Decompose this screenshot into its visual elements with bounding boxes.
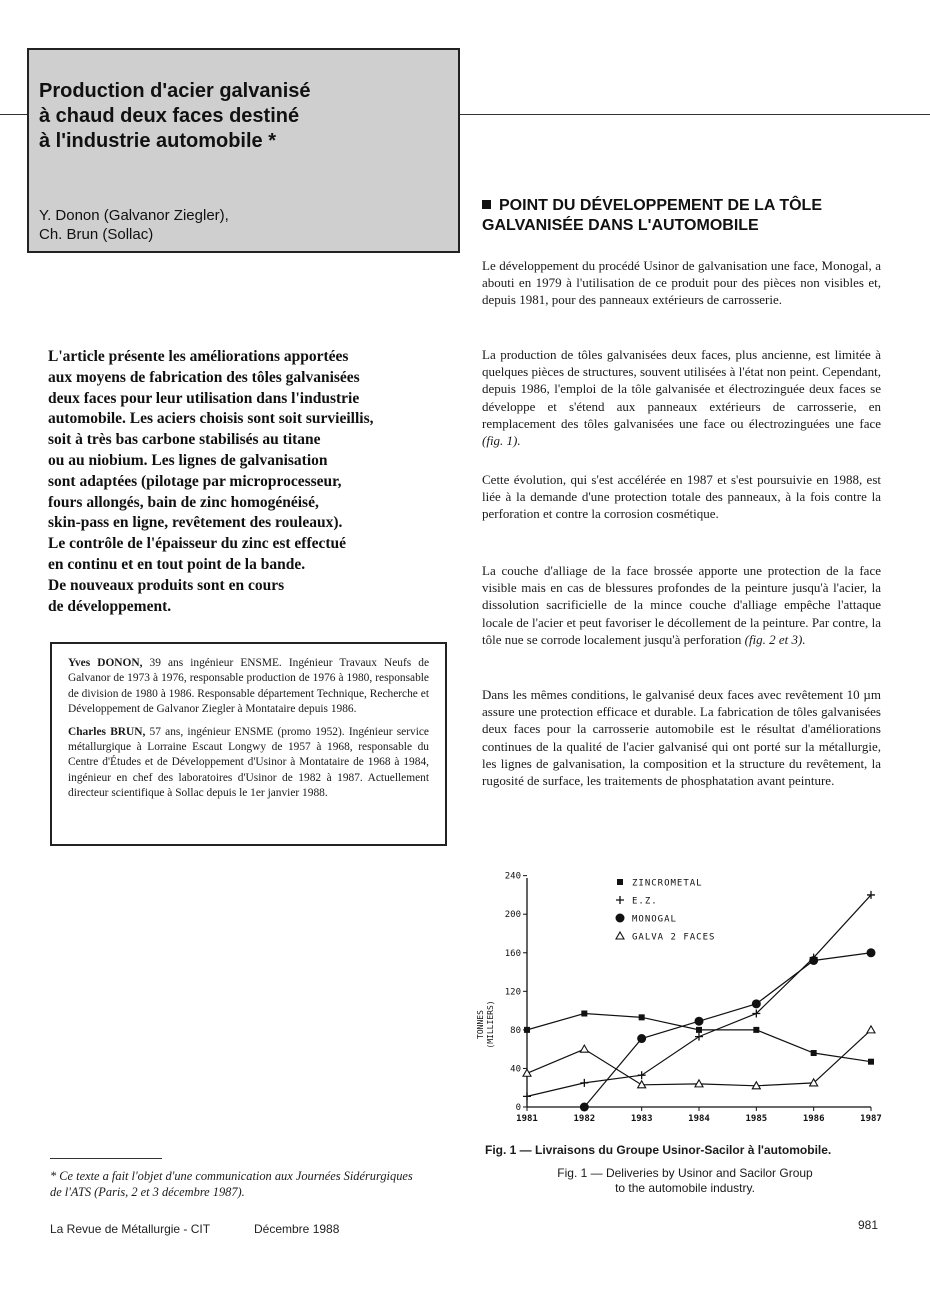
figure-caption-en-line-2: to the automobile industry. bbox=[615, 1181, 755, 1195]
data-point-e-z bbox=[638, 1071, 646, 1079]
x-tick-label: 1984 bbox=[688, 1114, 710, 1124]
y-tick-label: 240 bbox=[504, 871, 521, 882]
legend-marker-e-z bbox=[616, 896, 624, 904]
legend-label-monogal: MONOGAL bbox=[632, 914, 677, 925]
x-tick-label: 1987 bbox=[860, 1114, 882, 1124]
article-title-line-3: à l'industrie automobile * bbox=[39, 130, 277, 152]
paragraph-1-text: Le développement du procédé Usinor de galvanisation une face, Monogal, a abouti en 1979 à l'utilisation de ce produit pour des pièces non visibles et, depuis 1981, pour des panneaux extérieurs de carrosserie. bbox=[482, 258, 881, 308]
data-point-galva-2-faces bbox=[523, 1069, 531, 1076]
data-point-monogal bbox=[580, 1103, 589, 1112]
data-point-monogal bbox=[752, 999, 761, 1008]
figure-caption-en bbox=[500, 1166, 870, 1196]
data-point-zincrometal bbox=[811, 1050, 817, 1056]
data-point-zincrometal bbox=[524, 1027, 530, 1033]
abstract bbox=[48, 347, 448, 617]
data-point-zincrometal bbox=[639, 1014, 645, 1020]
paragraph-3 bbox=[482, 471, 881, 523]
paragraph-1 bbox=[482, 257, 881, 309]
data-point-zincrometal bbox=[753, 1027, 759, 1033]
abstract-line: fours allongés, bain de zinc homogénéisé, bbox=[48, 493, 319, 511]
bio-text: 57 ans, ingénieur ENSME (promo 1952). Ingénieur service métallurgique à Lorraine Escaut Longwy de 1957 à 1968, responsable du Centre d'Études et de Développement d'Usinor à Montataire de 1968 à 1984, ingénieur en chef des laboratoires d'Usinor de 1982 à 1987. Actuellement directeur scientifique à Sollac depuis le 1er janvier 1988. bbox=[68, 725, 429, 800]
bio-donon bbox=[68, 656, 429, 718]
section-heading-line-2: GALVANISÉE DANS L'AUTOMOBILE bbox=[482, 217, 759, 234]
article-title-line-2: à chaud deux faces destiné bbox=[39, 105, 300, 127]
paragraph-5-text: Dans les mêmes conditions, le galvanisé deux faces avec revêtement 10 µm assure une protection efficace et durable. La fabrication de tôles galvanisées deux faces pour la carrosserie automobile est le résultat d'améliorations continues de la qualité de l'acier galvanisé qui ont porté sur la métallurgie, les lignes de galvanisation, la composition et la structure du revêtement, la rugosité de surface, les traitements de phosphatation avant peinture. bbox=[482, 687, 881, 789]
x-tick-label: 1983 bbox=[630, 1114, 653, 1124]
abstract-line: deux faces pour leur utilisation dans l'industrie bbox=[48, 389, 360, 407]
x-tick-label: 1986 bbox=[802, 1114, 825, 1124]
bio-name: Yves DONON, bbox=[68, 657, 143, 669]
abstract-line: L'article présente les améliorations apportées bbox=[48, 348, 349, 365]
bio-text: 39 ans ingénieur ENSME. Ingénieur Travaux Neufs de Galvanor de 1973 à 1976, responsable production de 1976 à 1980, responsable de division de 1980 à 1986. Responsable département Technique, Recherche et Développement de Galvanor Ziegler à Montataire depuis 1986. bbox=[68, 657, 429, 716]
data-point-zincrometal bbox=[868, 1059, 874, 1065]
x-tick-label: 1982 bbox=[573, 1114, 596, 1124]
legend-label-e-z: E.Z. bbox=[632, 896, 658, 907]
left-rule bbox=[0, 114, 27, 115]
data-point-galva-2-faces bbox=[867, 1026, 875, 1033]
author-bio-box bbox=[50, 642, 447, 846]
paragraph-2-figure-ref: (fig. 1). bbox=[482, 433, 521, 449]
bio-brun bbox=[68, 725, 429, 802]
paragraph-2 bbox=[482, 346, 881, 449]
data-point-e-z bbox=[695, 1033, 703, 1041]
section-heading-line-1: POINT DU DÉVELOPPEMENT DE LA TÔLE bbox=[499, 197, 822, 214]
section-heading bbox=[482, 196, 822, 236]
figure-caption-en-line-1: Fig. 1 — Deliveries by Usinor and Sacilor Group bbox=[557, 1166, 813, 1180]
abstract-line: De nouveaux produits sont en cours bbox=[48, 576, 285, 594]
abstract-line: automobile. Les aciers choisis sont soit survieillis, bbox=[48, 410, 374, 428]
title-box bbox=[27, 48, 460, 253]
issue-date: Décembre 1988 bbox=[254, 1222, 340, 1236]
deliveries-chart bbox=[462, 860, 902, 1140]
page-number: 981 bbox=[858, 1218, 879, 1232]
abstract-line: ou au niobium. Les lignes de galvanisation bbox=[48, 451, 328, 469]
data-point-e-z bbox=[523, 1092, 531, 1100]
journal-name: La Revue de Métallurgie - CIT bbox=[50, 1222, 211, 1236]
y-tick-label: 40 bbox=[510, 1064, 521, 1075]
data-point-galva-2-faces bbox=[580, 1045, 588, 1052]
footnote-rule bbox=[50, 1158, 162, 1159]
y-tick-label: 120 bbox=[504, 987, 521, 998]
data-point-zincrometal bbox=[696, 1027, 702, 1033]
legend-label-galva-2-faces: GALVA 2 FACES bbox=[632, 932, 716, 943]
paragraph-2-text: La production de tôles galvanisées deux faces, plus ancienne, est limitée à quelques pièces de structures, souvent utilisées à l'état non peint. Cependant, depuis 1986, l'emploi de la tôle galvanisée et électrozinguée deux faces se développe et s'étend aux panneaux extérieurs de carrosserie, en remplacement des tôles galvanisées une face ou électrozinguées une face bbox=[482, 347, 881, 431]
abstract-line: soit à très bas carbone stabilisés au titane bbox=[48, 431, 321, 449]
paragraph-5 bbox=[482, 686, 881, 789]
abstract-line: Le contrôle de l'épaisseur du zinc est effectué bbox=[48, 535, 347, 553]
paragraph-4 bbox=[482, 562, 881, 648]
abstract-line: sont adaptées (pilotage par microprocesseur, bbox=[48, 472, 342, 490]
abstract-line: en continu et en tout point de la bande. bbox=[48, 555, 306, 573]
footnote-line-1: * Ce texte a fait l'objet d'une communication aux Journées Sidérurgiques bbox=[50, 1169, 413, 1183]
data-point-zincrometal bbox=[581, 1010, 587, 1016]
right-rule bbox=[460, 114, 930, 115]
y-tick-label: 160 bbox=[504, 948, 521, 959]
abstract-line: skin-pass en ligne, revêtement des rouleaux). bbox=[48, 514, 343, 532]
y-axis-label: (MILLIERS) bbox=[486, 1000, 495, 1049]
paragraph-4-figure-ref: (fig. 2 et 3). bbox=[744, 631, 806, 647]
legend-marker-galva-2-faces bbox=[616, 932, 624, 939]
paragraph-3-text: Cette évolution, qui s'est accélérée en 1987 et s'est poursuivie en 1988, est liée à la demande d'une protection totale des panneaux, à la fois contre la perforation et contre la corrosion cosmétique. bbox=[482, 472, 881, 522]
abstract-line: de développement. bbox=[48, 597, 172, 615]
legend-marker-monogal bbox=[616, 914, 625, 923]
author-line-2: Ch. Brun (Sollac) bbox=[39, 226, 154, 243]
abstract-line: aux moyens de fabrication des tôles galvanisées bbox=[48, 368, 360, 386]
article-title-line-1: Production d'acier galvanisé bbox=[39, 80, 311, 102]
data-point-monogal bbox=[695, 1017, 704, 1026]
bio-name: Charles BRUN, bbox=[68, 725, 146, 738]
footnote bbox=[50, 1168, 470, 1200]
x-tick-label: 1981 bbox=[516, 1114, 538, 1124]
data-point-e-z bbox=[580, 1079, 588, 1087]
figure-caption-fr: Fig. 1 — Livraisons du Groupe Usinor-Sacilor à l'automobile. bbox=[485, 1143, 832, 1157]
bullet-square-icon bbox=[482, 200, 491, 209]
y-tick-label: 80 bbox=[510, 1025, 521, 1036]
data-point-monogal bbox=[867, 948, 876, 957]
y-axis-label: TONNES bbox=[476, 1010, 485, 1039]
x-tick-label: 1985 bbox=[745, 1114, 768, 1124]
legend-label-zincrometal: ZINCROMETAL bbox=[632, 878, 703, 889]
footnote-line-2: de l'ATS (Paris, 2 et 3 décembre 1987). bbox=[50, 1185, 245, 1199]
data-point-monogal bbox=[809, 956, 818, 965]
author-line-1: Y. Donon (Galvanor Ziegler), bbox=[39, 207, 229, 224]
legend-marker-zincrometal bbox=[617, 879, 623, 885]
y-tick-label: 200 bbox=[504, 910, 521, 921]
y-tick-label: 0 bbox=[515, 1103, 521, 1113]
series-line-e-z bbox=[527, 895, 871, 1096]
paragraph-4-text: La couche d'alliage de la face brossée apporte une protection de la face visible mais en cas de blessures profondes de la peinture jusqu'à l'acier, la dissolution sacrificielle de la mince couche d'alliage empêche l'attaque locale de l'acier et peut favoriser le décollement de la peinture. Par contre, la tôle nue se corrode localement jusqu'à perforation bbox=[482, 563, 881, 647]
data-point-monogal bbox=[637, 1034, 646, 1043]
